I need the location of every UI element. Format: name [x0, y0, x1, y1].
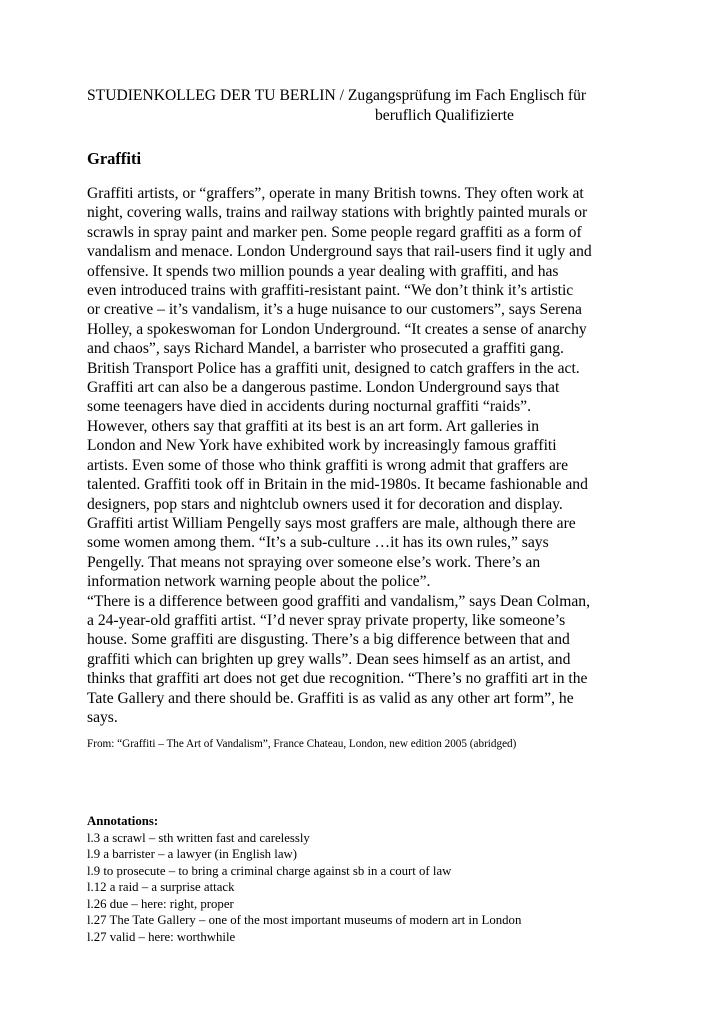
body-line: British Transport Police has a graffiti unit, designed to catch graffers in the act.: [87, 359, 580, 377]
header-line-2: beruflich Qualifizierte: [375, 107, 514, 124]
annotation-item: l.26 due – here: right, proper: [87, 896, 234, 911]
body-line: some women among them. “It’s a sub-culture …it has its own rules,” says: [87, 534, 549, 552]
body-text: [87, 184, 687, 727]
body-line: London and New York have exhibited work by increasingly famous graffiti: [87, 437, 557, 455]
header-line-1: STUDIENKOLLEG DER TU BERLIN / Zugangsprüfung im Fach Englisch für: [87, 87, 587, 104]
annotations-list: [87, 830, 687, 946]
annotation-item: l.9 a barrister – a lawyer (in English law): [87, 847, 298, 862]
body-line: scrawls in spray paint and marker pen. Some people regard graffiti as a form of: [87, 223, 582, 241]
body-line: However, others say that graffiti at its best is an art form. Art galleries in: [87, 417, 540, 435]
body-line: Graffiti art can also be a dangerous pastime. London Underground says that: [87, 379, 560, 397]
body-line: house. Some graffiti are disgusting. There’s a big difference between that and: [87, 631, 570, 649]
document-title: Graffiti: [87, 149, 142, 168]
annotation-item: l.12 a raid – a surprise attack: [87, 880, 235, 895]
body-line: offensive. It spends two million pounds a year dealing with graffiti, and has: [87, 262, 559, 280]
body-line: or creative – it’s vandalism, it’s a huge nuisance to our customers”, says Serena: [87, 301, 582, 319]
body-line: graffiti which can brighten up grey walls”. Dean sees himself as an artist, and: [87, 650, 571, 668]
body-line: Graffiti artist William Pengelly says most graffers are male, although there are: [87, 514, 576, 532]
body-line: Graffiti artists, or “graffers”, operate in many British towns. They often work at: [87, 185, 584, 202]
body-line: Pengelly. That means not spraying over someone else’s work. There’s an: [87, 553, 541, 571]
body-line: vandalism and menace. London Underground says that rail-users find it ugly and: [87, 243, 592, 261]
body-line: Holley, a spokeswoman for London Underground. “It creates a sense of anarchy: [87, 320, 587, 338]
body-line: night, covering walls, trains and railway stations with brightly painted murals or: [87, 204, 588, 222]
document-header: [87, 86, 687, 126]
document-page: [87, 86, 687, 945]
annotations-heading: Annotations:: [87, 814, 159, 829]
body-line: thinks that graffiti art does not get due recognition. “There’s no graffiti art in the: [87, 670, 588, 688]
annotation-item: l.9 to prosecute – to bring a criminal charge against sb in a court of law: [87, 863, 452, 878]
body-line: talented. Graffiti took off in Britain in the mid-1980s. It became fashionable and: [87, 476, 588, 494]
body-line: artists. Even some of those who think graffiti is wrong admit that graffers are: [87, 456, 568, 474]
body-line: information network warning people about the police”.: [87, 573, 431, 591]
source-citation: From: “Graffiti – The Art of Vandalism”, France Chateau, London, new edition 2005 (abridged): [87, 738, 517, 751]
body-line: designers, pop stars and nightclub owners used it for decoration and display.: [87, 495, 563, 513]
body-line: says.: [87, 708, 118, 726]
body-line: and chaos”, says Richard Mandel, a barrister who prosecuted a graffiti gang.: [87, 340, 564, 358]
annotation-item: l.27 valid – here: worthwhile: [87, 929, 236, 944]
body-line: even introduced trains with graffiti-resistant paint. “We don’t think it’s artistic: [87, 282, 574, 300]
body-line: a 24-year-old graffiti artist. “I’d never spray private property, like someone’s: [87, 611, 566, 629]
body-line: “There is a difference between good graffiti and vandalism,” says Dean Colman,: [87, 592, 591, 610]
annotations-section: [87, 813, 687, 945]
annotation-item: l.27 The Tate Gallery – one of the most important museums of modern art in London: [87, 913, 522, 928]
body-line: some teenagers have died in accidents during nocturnal graffiti “raids”.: [87, 398, 531, 416]
annotation-item: l.3 a scrawl – sth written fast and carelessly: [87, 830, 310, 845]
body-line: Tate Gallery and there should be. Graffiti is as valid as any other art form”, he: [87, 689, 574, 707]
